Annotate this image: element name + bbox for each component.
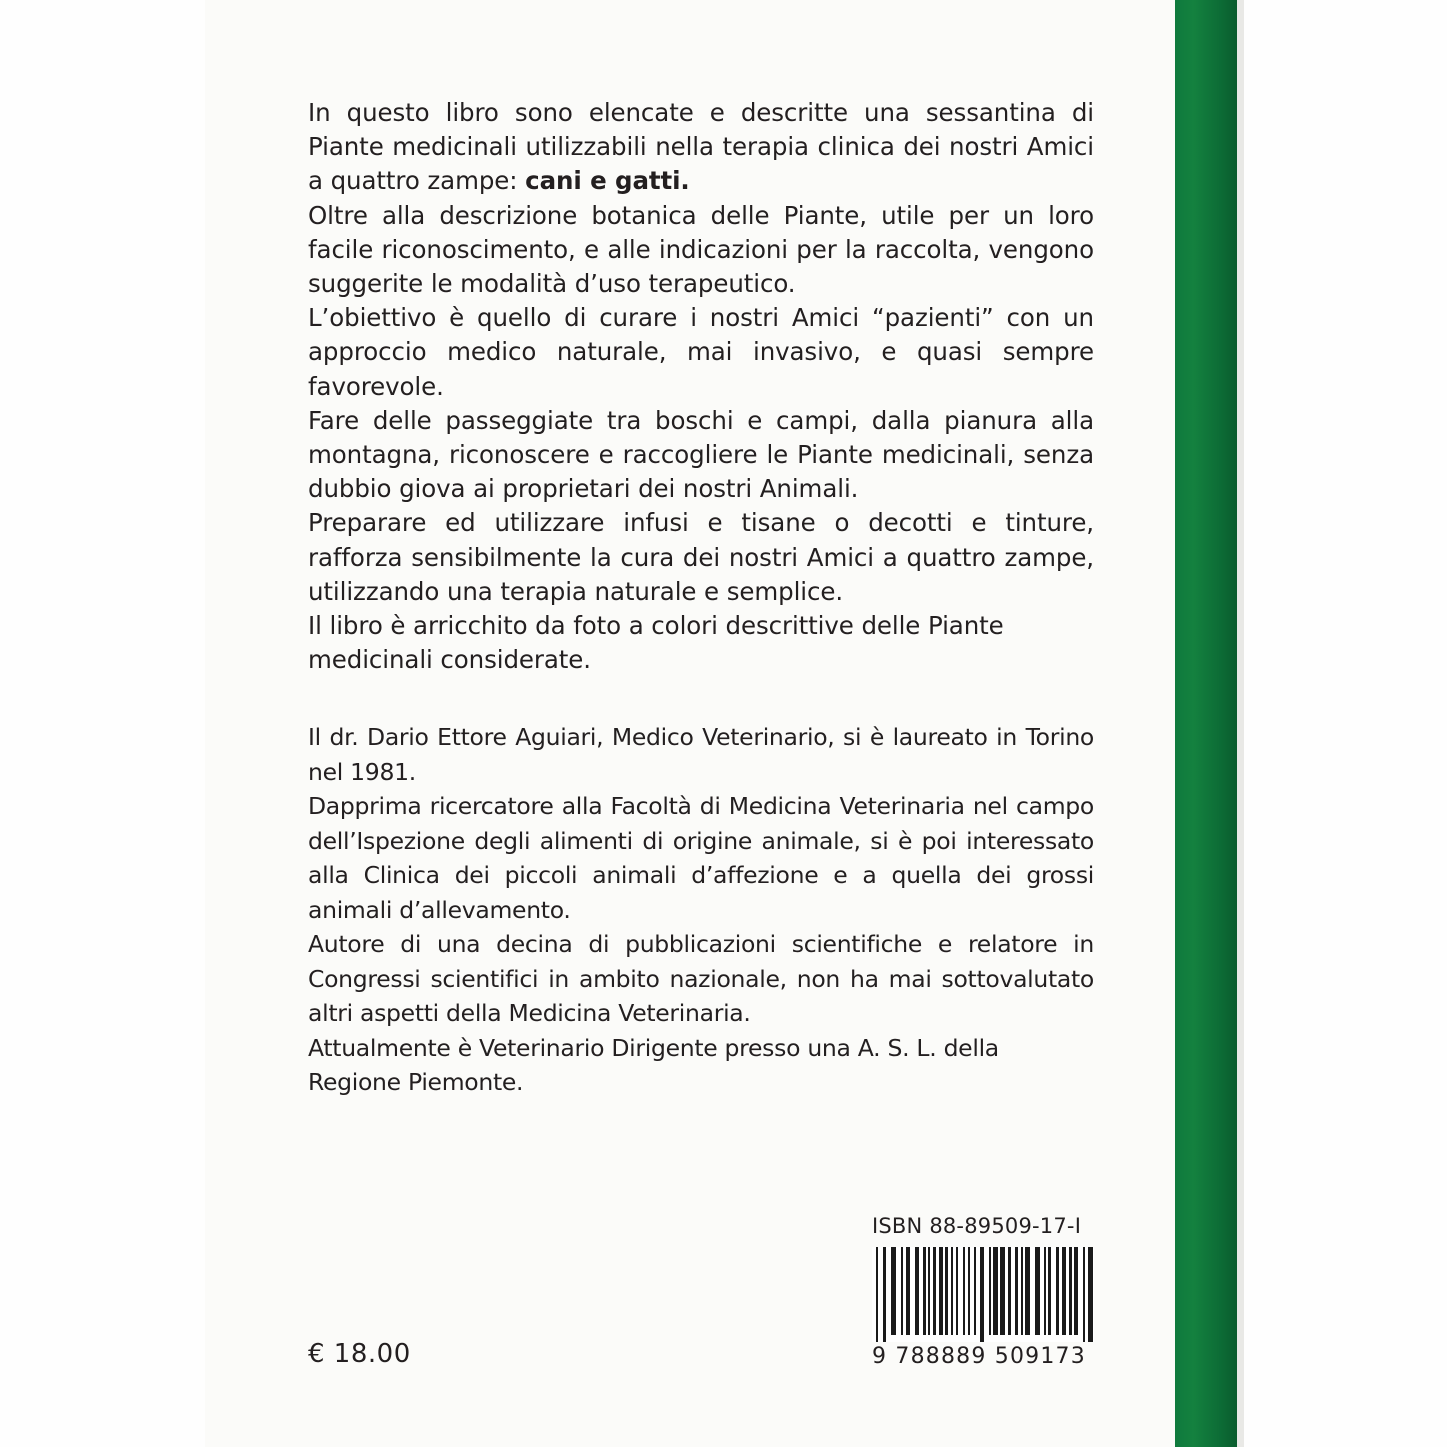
blurb-text — [308, 96, 1094, 677]
barcode-bar — [1056, 1247, 1059, 1335]
barcode-bar — [933, 1247, 936, 1335]
blurb-paragraph — [308, 96, 1094, 199]
barcode-bar — [891, 1247, 896, 1335]
barcode-bar — [974, 1247, 976, 1335]
blurb-paragraph — [308, 404, 1094, 507]
barcode-bar — [915, 1247, 919, 1335]
barcode-bar — [883, 1247, 886, 1342]
bio-paragraph: Autore di una decina di pubblicazioni scientifiche e relatore in Congressi scientifici in ambito nazionale, non ha mai sottovalutato altri aspetti della Medicina Veterinaria. — [308, 930, 1094, 1027]
barcode-bar — [951, 1247, 953, 1335]
isbn-barcode — [872, 1247, 1094, 1342]
barcode-bar — [1062, 1247, 1066, 1335]
blurb-paragraph — [308, 199, 1094, 302]
barcode-bar — [1044, 1247, 1046, 1335]
blurb-paragraph — [308, 609, 1094, 677]
isbn-barcode-digits: 9 788889 509173 — [872, 1344, 1086, 1369]
barcode-bar — [1021, 1247, 1023, 1335]
barcode-bar — [928, 1247, 930, 1335]
blurb-segment: Oltre alla descrizione botanica delle Piante, utile per un loro facile riconoscimento, e alle indicazioni per la raccolta, vengono suggerite le modalità d’uso terapeutico. — [308, 200, 1094, 299]
page-outer-right-margin — [1244, 0, 1447, 1447]
blurb-emphasis: cani e gatti. — [525, 166, 690, 196]
barcode-bar — [876, 1247, 878, 1342]
book-spine-edge — [1237, 0, 1244, 1447]
barcode-bar — [1025, 1247, 1030, 1335]
barcode-bar — [1035, 1247, 1040, 1335]
barcode-bar — [1008, 1247, 1011, 1335]
barcode-bar — [1000, 1247, 1005, 1335]
barcode-bar — [1048, 1247, 1051, 1335]
blurb-segment: Fare delle passeggiate tra boschi e campi, dalla pianura alla montagna, riconoscere e raccogliere le Piante medicinali, senza dubbio giova ai proprietari dei nostri Animali. — [308, 405, 1094, 504]
barcode-bar — [1074, 1247, 1078, 1335]
barcode-bar — [1083, 1247, 1085, 1342]
blurb-paragraph — [308, 301, 1094, 404]
barcode-bar — [901, 1247, 903, 1335]
blurb-segment: Preparare ed utilizzare infusi e tisane o decotti e tinture, rafforza sensibilmente la cura dei nostri Amici a quattro zampe, utilizzando una terapia naturale e semplice. — [308, 508, 1094, 606]
page-outer-left-margin — [0, 0, 205, 1447]
barcode-bar — [923, 1247, 926, 1335]
isbn-label: ISBN 88-89509-17-I — [872, 1214, 1082, 1238]
isbn-block — [872, 1214, 1094, 1369]
barcode-bar — [956, 1247, 958, 1335]
author-bio-text — [308, 720, 1094, 1100]
barcode-bar — [963, 1247, 965, 1335]
barcode-bar — [1088, 1247, 1093, 1342]
bio-paragraph: Dapprima ricercatore alla Facoltà di Medicina Veterinaria nel campo dell’Ispezione degli alimenti di origine animale, si è poi interessato alla Clinica dei piccoli animali d’affezione e a quella dei grossi animali d’allevamento. — [308, 792, 1094, 924]
barcode-bar — [980, 1247, 984, 1342]
barcode-bar — [1015, 1247, 1018, 1335]
barcode-bar — [993, 1247, 998, 1335]
barcode-bar — [906, 1247, 910, 1335]
book-spine-green-strip — [1175, 0, 1237, 1447]
barcode-bar — [945, 1247, 948, 1335]
barcode-bar — [1069, 1247, 1072, 1335]
bio-paragraph: Il dr. Dario Ettore Aguiari, Medico Veterinario, si è laureato in Torino nel 1981. — [308, 723, 1094, 786]
barcode-bar — [989, 1247, 991, 1335]
barcode-bar — [939, 1247, 943, 1335]
barcode-bar — [968, 1247, 970, 1335]
blurb-paragraph — [308, 506, 1094, 609]
price-label: € 18.00 — [308, 1339, 411, 1369]
bio-paragraph: Attualmente è Veterinario Dirigente presso una A. S. L. della Regione Piemonte. — [308, 1033, 999, 1096]
blurb-segment: Il libro è arricchito da foto a colori descrittive delle Piante medicinali considerate. — [308, 611, 1004, 675]
blurb-segment: L’obiettivo è quello di curare i nostri Amici “pazienti” con un approccio medico naturale, mai invasivo, e quasi sempre favorevole. — [308, 303, 1094, 401]
blurb-segment: In questo libro sono elencate e descritte una sessantina di Piante medicinali utilizzabili nella terapia clinica dei nostri Amici a quattro zampe: — [308, 98, 1094, 196]
